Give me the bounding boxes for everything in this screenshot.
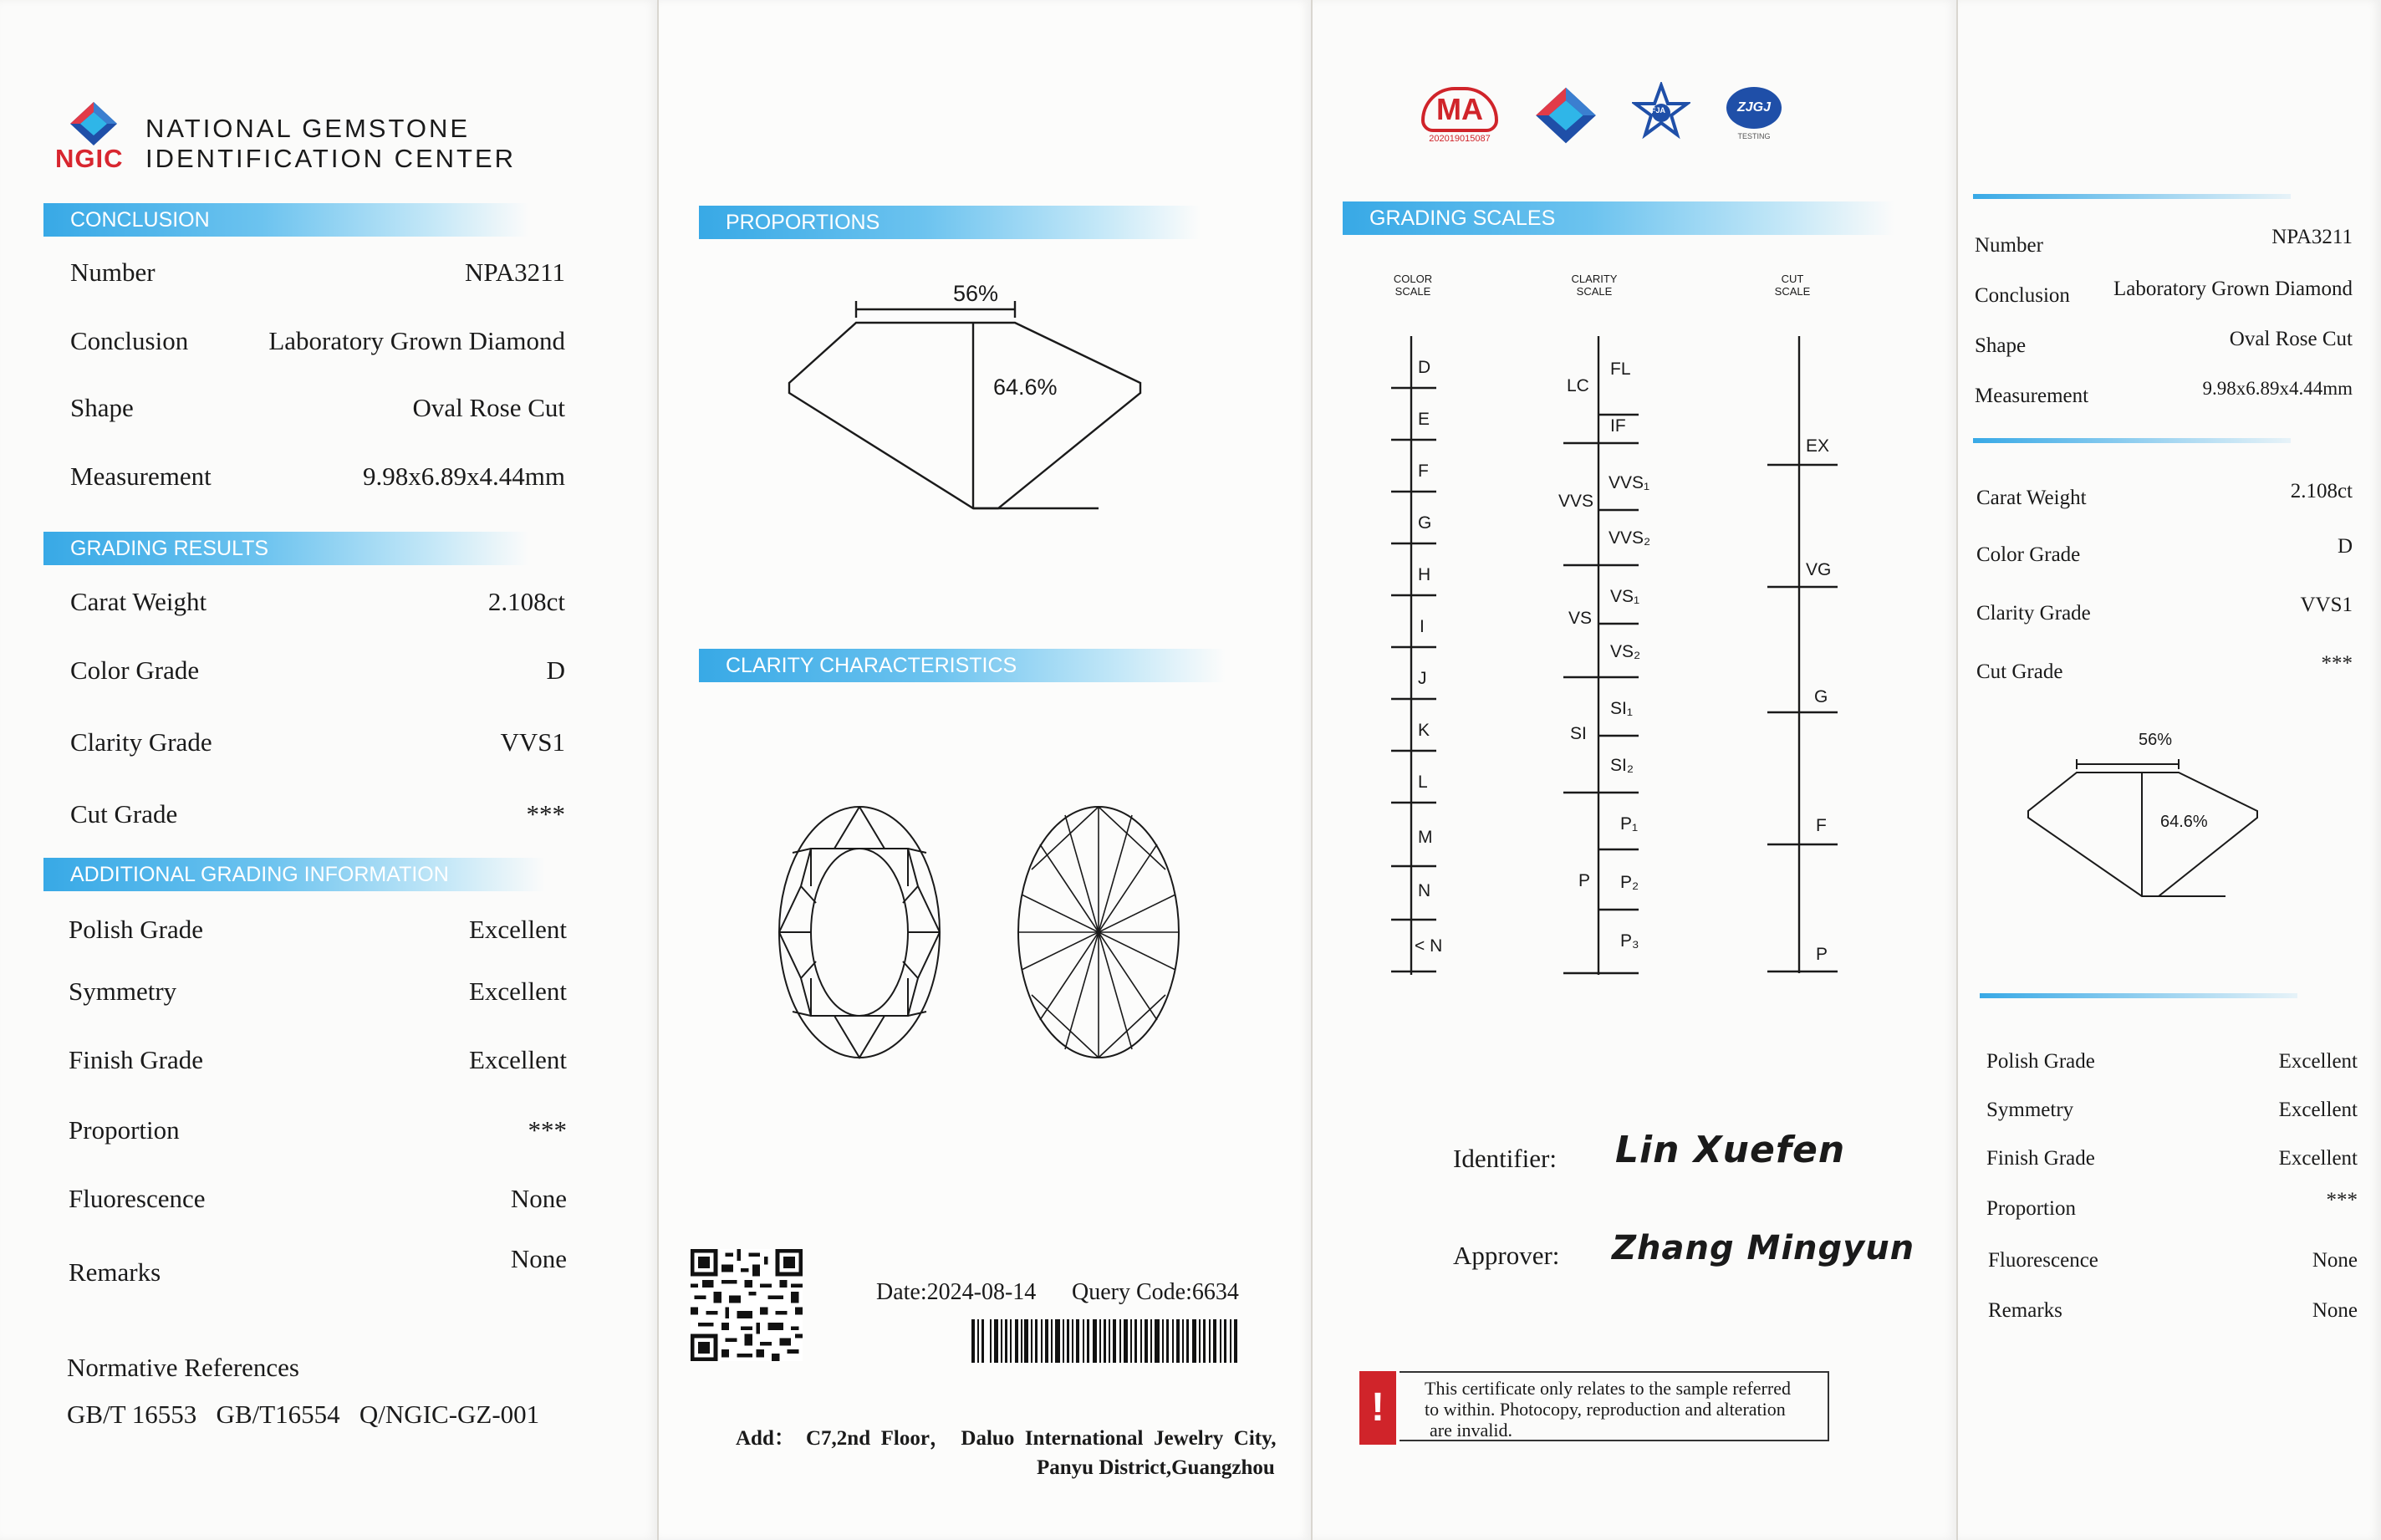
color-grade-tick: L <box>1418 773 1428 792</box>
row-value: VVS1 <box>500 727 565 757</box>
row-value: Oval Rose Cut <box>2229 328 2353 350</box>
row-label: Symmetry <box>1986 1099 2074 1121</box>
address-label: Add： <box>736 1427 795 1450</box>
grading-row-color <box>70 655 565 689</box>
summary-divider-mid <box>1973 438 2291 443</box>
address-line2: Panyu District,Guangzhou <box>1037 1456 1275 1479</box>
section-grading-results: GRADING RESULTS <box>43 532 528 565</box>
row-label: Remarks <box>69 1257 161 1287</box>
row-value: Excellent <box>468 915 567 944</box>
section-additional: ADDITIONAL GRADING INFORMATION <box>43 858 545 891</box>
ngic-logo-icon <box>67 100 120 147</box>
warning-icon: ! <box>1359 1371 1396 1445</box>
cma-number: 202019015087 <box>1429 134 1491 144</box>
color-grade-tick: M <box>1418 828 1433 847</box>
row-label: Conclusion <box>1975 284 2070 307</box>
clarity-group-tick: P <box>1578 871 1591 890</box>
row-value: 9.98x6.89x4.44mm <box>2202 378 2353 399</box>
report-date: Date:2024-08-14 <box>876 1279 1037 1305</box>
clarity-plot-crown <box>776 803 943 1062</box>
conclusion-row-shape <box>70 393 565 426</box>
row-label: Shape <box>70 393 134 422</box>
row-label: Symmetry <box>69 977 177 1006</box>
address-line1: C7,2nd Floor， Daluo International Jewelry City, <box>806 1427 1277 1450</box>
row-value: Excellent <box>2278 1147 2358 1170</box>
cut-grade-tick: G <box>1814 687 1828 706</box>
cut-grade-tick: EX <box>1806 436 1830 456</box>
color-grade-tick: G <box>1418 513 1432 533</box>
clarity-group-tick: LC <box>1567 376 1589 395</box>
color-grade-tick: < N <box>1415 936 1443 956</box>
row-value: None <box>510 1244 567 1273</box>
row-value: 9.98x6.89x4.44mm <box>363 461 565 491</box>
row-label: Conclusion <box>70 326 189 355</box>
normative-refs: GB/T 16553 GB/T16554 Q/NGIC-GZ-001 <box>67 1400 540 1429</box>
section-conclusion: CONCLUSION <box>43 203 528 237</box>
row-label: Finish Grade <box>69 1045 204 1074</box>
color-grade-tick: N <box>1418 881 1431 900</box>
clarity-group-tick: VS <box>1568 609 1593 628</box>
approver-signature: Zhang Mingyun <box>1612 1229 1915 1267</box>
conclusion-row-number <box>70 258 565 291</box>
panel-left <box>0 0 657 1540</box>
row-value: Excellent <box>468 1045 567 1074</box>
warning-box <box>1400 1371 1829 1441</box>
org-name-line2: IDENTIFICATION CENTER <box>145 144 517 173</box>
clarity-grade-tick: VS₂ <box>1610 642 1641 661</box>
row-value: *** <box>528 1115 567 1145</box>
table-percent: 56% <box>950 281 1002 307</box>
row-label: Fluorescence <box>69 1184 206 1213</box>
row-value: NPA3211 <box>2271 226 2353 248</box>
row-value: Laboratory Grown Diamond <box>2113 278 2353 300</box>
grading-scales-lines <box>1313 0 1956 1003</box>
query-code: Query Code:6634 <box>1072 1279 1239 1305</box>
row-label: Polish Grade <box>69 915 204 944</box>
org-abbr: NGIC <box>55 144 124 173</box>
zjgj-sub: TESTING <box>1737 132 1771 140</box>
conclusion-row-measurement <box>70 461 565 495</box>
summary-proportion-diagram <box>2025 752 2301 911</box>
row-value: None <box>2312 1249 2358 1272</box>
proportion-diagram <box>781 276 1182 518</box>
additional-row-finish <box>69 1045 567 1079</box>
panel-middle-left <box>659 0 1311 1540</box>
row-label: Finish Grade <box>1986 1147 2095 1170</box>
row-value: VVS1 <box>2300 594 2353 616</box>
row-value: None <box>2312 1299 2358 1322</box>
barcode-icon <box>971 1319 1239 1363</box>
section-grading-scales: GRADING SCALES <box>1343 201 1894 235</box>
row-value: 2.108ct <box>2290 480 2353 502</box>
row-label: Color Grade <box>1976 543 2081 566</box>
clarity-group-tick: SI <box>1570 724 1587 743</box>
clarity-grade-tick: SI₂ <box>1610 756 1634 775</box>
additional-row-symmetry <box>69 977 567 1010</box>
color-grade-tick: E <box>1418 410 1430 429</box>
clarity-grade-tick: VS₁ <box>1610 587 1640 606</box>
color-grade-tick: H <box>1418 565 1431 584</box>
fja-text: FJA <box>1651 106 1666 115</box>
color-grade-tick: F <box>1418 461 1429 481</box>
row-label: Clarity Grade <box>70 727 212 757</box>
identifier-signature: Lin Xuefen <box>1615 1129 1846 1171</box>
clarity-grade-tick: P₂ <box>1620 873 1639 892</box>
row-value: 2.108ct <box>487 587 565 616</box>
clarity-group-tick: VVS <box>1558 492 1594 511</box>
row-label: Carat Weight <box>1976 487 2087 509</box>
row-value: D <box>546 655 565 685</box>
clarity-scale-title-1: CLARITY <box>1571 273 1618 285</box>
row-label: Shape <box>1975 334 2027 357</box>
row-value: *** <box>2326 1189 2358 1211</box>
row-label: Color Grade <box>70 655 200 685</box>
row-label: Proportion <box>69 1115 180 1145</box>
cut-scale-title-2: SCALE <box>1774 285 1811 298</box>
additional-row-proportion <box>69 1115 567 1149</box>
row-label: Measurement <box>1975 385 2089 407</box>
row-label: Cut Grade <box>70 799 178 829</box>
grading-row-clarity <box>70 727 565 761</box>
section-clarity-characteristics: CLARITY CHARACTERISTICS <box>699 649 1226 682</box>
color-grade-tick: J <box>1418 669 1427 688</box>
warning-line3: are invalid. <box>1430 1420 1512 1441</box>
warning-line1: This certificate only relates to the sample referred <box>1425 1378 1791 1399</box>
clarity-grade-tick: IF <box>1610 416 1626 436</box>
additional-row-remarks <box>69 1244 567 1291</box>
zjgj-mark: ZJGJ <box>1726 87 1782 129</box>
org-name-line1: NATIONAL GEMSTONE <box>145 114 471 143</box>
row-value: *** <box>526 799 565 829</box>
approver-label: Approver: <box>1453 1241 1560 1270</box>
grading-row-cut <box>70 799 565 833</box>
warning-line2: to within. Photocopy, reproduction and alteration <box>1425 1399 1786 1420</box>
row-label: Fluorescence <box>1988 1249 2098 1272</box>
summary-depth-percent: 64.6% <box>2160 813 2208 831</box>
row-label: Measurement <box>70 461 212 491</box>
grading-row-carat <box>70 587 565 620</box>
clarity-grade-tick: SI₁ <box>1610 699 1633 718</box>
cma-mark: MA <box>1421 87 1498 132</box>
row-label: Carat Weight <box>70 587 207 616</box>
summary-table-percent: 56% <box>2139 731 2173 749</box>
additional-row-fluorescence <box>69 1184 567 1217</box>
cut-grade-tick: F <box>1816 816 1827 835</box>
normative-title: Normative References <box>67 1353 300 1382</box>
row-label: Proportion <box>1986 1197 2076 1220</box>
row-value: Excellent <box>2278 1050 2358 1073</box>
row-value: Excellent <box>2278 1099 2358 1121</box>
row-label: Polish Grade <box>1986 1050 2095 1073</box>
row-value: Laboratory Grown Diamond <box>268 326 565 355</box>
summary-divider-top <box>1973 194 2291 199</box>
identifier-label: Identifier: <box>1453 1144 1557 1173</box>
row-label: Cut Grade <box>1976 660 2063 683</box>
clarity-grade-tick: P₁ <box>1620 814 1639 834</box>
clarity-grade-tick: VVS₂ <box>1609 528 1651 548</box>
clarity-grade-tick: VVS₁ <box>1609 473 1650 492</box>
section-proportions: PROPORTIONS <box>699 206 1201 239</box>
color-grade-tick: D <box>1418 358 1431 377</box>
cut-grade-tick: VG <box>1806 560 1832 579</box>
clarity-grade-tick: FL <box>1610 360 1631 379</box>
color-scale-title-2: SCALE <box>1394 285 1431 298</box>
row-value: None <box>510 1184 567 1213</box>
row-label: Number <box>70 258 156 287</box>
cut-grade-tick: P <box>1816 945 1828 964</box>
clarity-scale-title-2: SCALE <box>1576 285 1613 298</box>
clarity-plot-pavilion <box>1015 803 1182 1062</box>
row-value: Oval Rose Cut <box>412 393 565 422</box>
panel-right-summary <box>1958 0 2381 1540</box>
cut-scale-title-1: CUT <box>1781 273 1804 285</box>
row-label: Clarity Grade <box>1976 602 2091 625</box>
panel-middle-right <box>1313 0 1956 1540</box>
color-scale-title-1: COLOR <box>1393 273 1433 285</box>
row-value: D <box>2337 535 2353 558</box>
clarity-grade-tick: P₃ <box>1620 931 1639 951</box>
row-label: Number <box>1975 234 2043 257</box>
row-label: Remarks <box>1988 1299 2062 1322</box>
conclusion-row-conclusion <box>70 326 565 360</box>
color-grade-tick: I <box>1420 617 1425 636</box>
summary-divider-bottom <box>1980 993 2297 998</box>
depth-percent: 64.6% <box>993 375 1058 400</box>
color-grade-tick: K <box>1418 721 1430 740</box>
qr-code-icon <box>691 1249 803 1361</box>
row-value: Excellent <box>468 977 567 1006</box>
row-value: *** <box>2321 652 2353 675</box>
row-value: NPA3211 <box>464 258 565 287</box>
additional-row-polish <box>69 915 567 948</box>
